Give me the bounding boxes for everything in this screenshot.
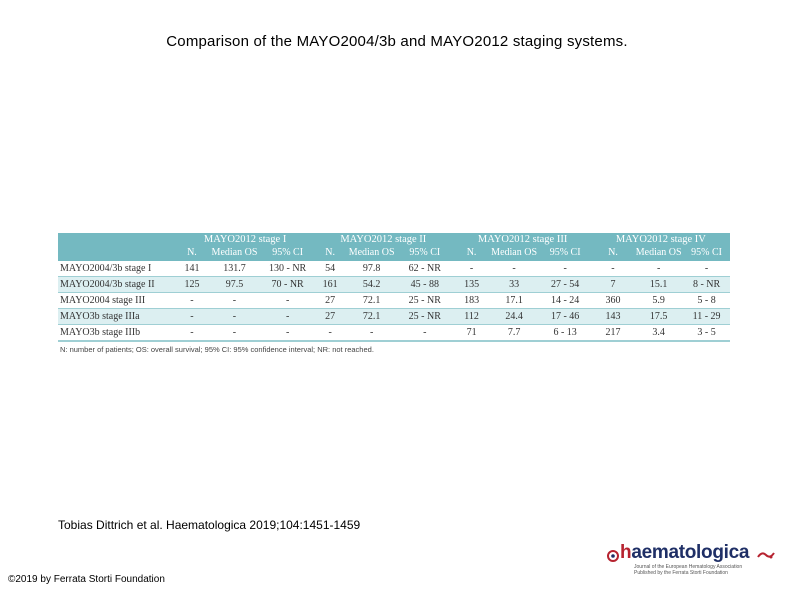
table-cell: 33 [490,277,539,293]
table-cell: 125 [177,277,207,293]
table-cell: 25 - NR [396,293,453,309]
slide-title: Comparison of the MAYO2004/3b and MAYO2012 staging systems. [166,33,628,50]
table-cell: 131.7 [207,261,262,277]
table-cell: 25 - NR [396,309,453,325]
header-corner [58,246,177,261]
table-cell: - [634,261,683,277]
table-row [58,325,730,342]
table-cell: - [262,309,313,325]
table-row [58,309,730,325]
row-label: MAYO2004 stage III [58,293,177,309]
column-header: N. [177,246,207,261]
table-cell: 17 - 46 [539,309,592,325]
table-cell: 27 [313,309,347,325]
table-cell: - [683,261,730,277]
table-cell: - [347,325,396,342]
table-cell: 3 - 5 [683,325,730,342]
table-cell: - [177,293,207,309]
haematologica-logo [606,542,786,580]
staging-table-figure [58,233,730,354]
table-cell: - [454,261,490,277]
table-cell: 24.4 [490,309,539,325]
table-cell: 45 - 88 [396,277,453,293]
table-cell: - [592,261,635,277]
column-header: N. [313,246,347,261]
column-header: Median OS [347,246,396,261]
table-cell: 143 [592,309,635,325]
logo-publisher: Published by the Ferrata Storti Foundation [634,570,728,576]
table-cell: 97.8 [347,261,396,277]
table-cell: 3.4 [634,325,683,342]
table-cell: 112 [454,309,490,325]
group-header: MAYO2012 stage IV [592,233,730,246]
table-cell: 62 - NR [396,261,453,277]
table-cell: 135 [454,277,490,293]
table-cell: 17.1 [490,293,539,309]
column-header: Median OS [207,246,262,261]
table-cell: - [262,325,313,342]
table-cell: 7.7 [490,325,539,342]
group-header: MAYO2012 stage III [454,233,592,246]
column-header: Median OS [490,246,539,261]
header-corner [58,233,177,246]
table-cell: 72.1 [347,309,396,325]
column-header: 95% CI [262,246,313,261]
table-cell: 130 - NR [262,261,313,277]
table-cell: - [539,261,592,277]
column-header: 95% CI [396,246,453,261]
foundation-emblem-icon [756,549,776,561]
row-label: MAYO3b stage IIIa [58,309,177,325]
table-cell: 360 [592,293,635,309]
table-cell: - [313,325,347,342]
column-header: Median OS [634,246,683,261]
table-cell: 72.1 [347,293,396,309]
table-cell: 11 - 29 [683,309,730,325]
table-cell: - [177,309,207,325]
row-label: MAYO3b stage IIIb [58,325,177,342]
table-cell: - [490,261,539,277]
row-label: MAYO2004/3b stage I [58,261,177,277]
table-cell: 14 - 24 [539,293,592,309]
logo-tagline: Journal of the European Hematology Association [634,564,743,570]
column-header: N. [592,246,635,261]
copyright: ©2019 by Ferrata Storti Foundation [8,574,165,585]
table-cell: 27 - 54 [539,277,592,293]
table-cell: 6 - 13 [539,325,592,342]
table-cell: 7 [592,277,635,293]
table-cell: 183 [454,293,490,309]
table-cell: 97.5 [207,277,262,293]
group-header: MAYO2012 stage II [313,233,453,246]
table-cell: 54 [313,261,347,277]
table-cell: 161 [313,277,347,293]
logo-wordmark-rest: aematologica [631,542,750,563]
table-footnote: N: number of patients; OS: overall survival; 95% CI: 95% confidence interval; NR: not reached. [60,345,374,354]
table-cell: 70 - NR [262,277,313,293]
column-header: 95% CI [683,246,730,261]
staging-comparison-table [58,233,730,342]
table-cell: 217 [592,325,635,342]
group-header: MAYO2012 stage I [177,233,313,246]
citation: Tobias Dittrich et al. Haematologica 2019;104:1451-1459 [58,518,361,532]
table-cell: 71 [454,325,490,342]
logo-wordmark-prefix: h [620,542,632,563]
row-label: MAYO2004/3b stage II [58,277,177,293]
logo-wordmark [620,542,749,564]
table-cell: 8 - NR [683,277,730,293]
table-cell: - [207,325,262,342]
table-row [58,293,730,309]
table-cell: - [396,325,453,342]
table-cell: 141 [177,261,207,277]
table-subheader-row [58,246,730,261]
table-row [58,277,730,293]
column-header: 95% CI [539,246,592,261]
table-cell: 15.1 [634,277,683,293]
table-cell: - [177,325,207,342]
table-cell: - [207,309,262,325]
table-cell: 17.5 [634,309,683,325]
table-cell: - [262,293,313,309]
column-header: N. [454,246,490,261]
journal-mark-icon [606,549,620,563]
table-cell: - [207,293,262,309]
table-cell: 54.2 [347,277,396,293]
table-cell: 5 - 8 [683,293,730,309]
table-row [58,261,730,277]
table-cell: 5.9 [634,293,683,309]
table-group-header-row [58,233,730,246]
table-cell: 27 [313,293,347,309]
